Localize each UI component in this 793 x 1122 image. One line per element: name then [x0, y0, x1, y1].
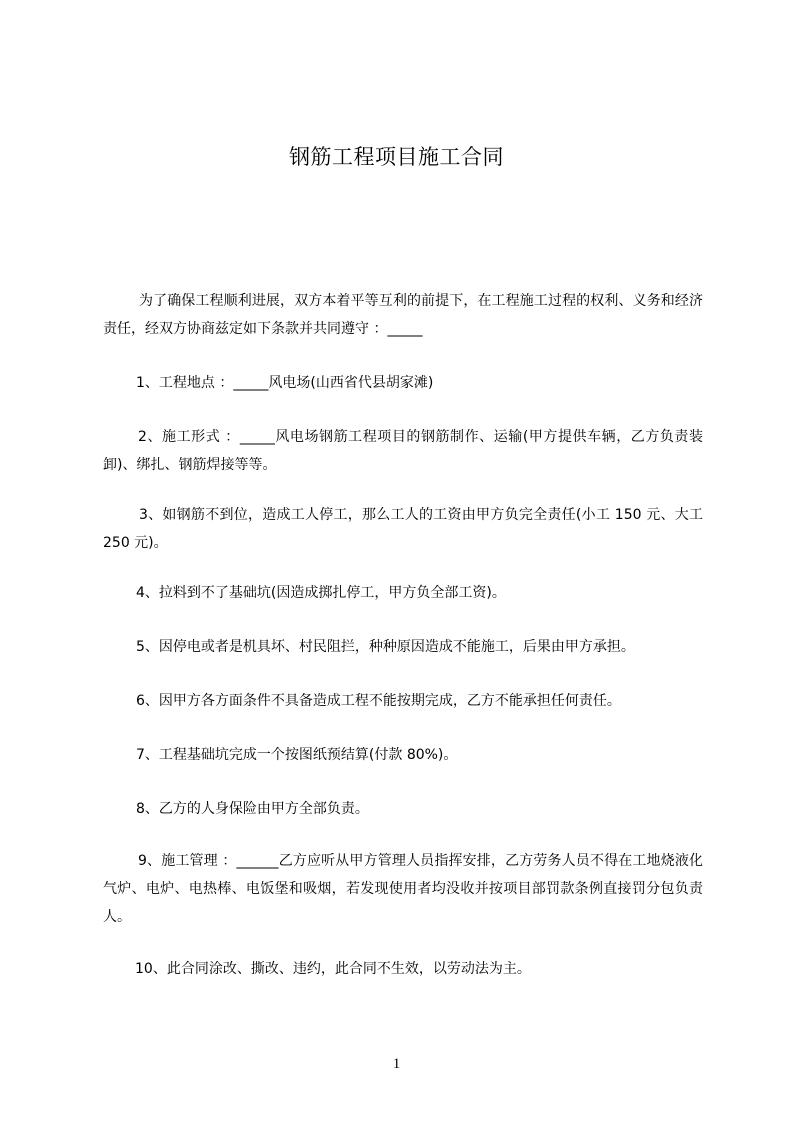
- clause-5: [103, 633, 703, 661]
- clause-text: 10、此合同涂改、撕改、违约，此合同不生效，以劳动法为主。: [135, 961, 531, 977]
- clause-3: [103, 501, 703, 557]
- clause-text: 2、施工形式 ：_____风电场钢筋工程项目的钢筋制作、运输(甲方提供车辆，乙方负责装卸)、绑扎、钢筋焊接等等。: [103, 429, 703, 473]
- clause-text: 4、拉料到不了基础坑(因造成掷扎停工，甲方负全部工资)。: [136, 585, 506, 601]
- clause-text: 1、工程地点 ：_____风电场(山西省代县胡家滩): [136, 375, 434, 391]
- clause-text: 9、施工管理 ：______乙方应听从甲方管理人员指挥安排，乙方劳务人员不得在工地烧液化气炉、电炉、电热棒、电饭堡和吸烟，若发现使用者均没收并按项目部罚款条例直接罚分包负责人。: [103, 853, 703, 925]
- clause-text: 7、工程基础坑完成一个按图纸预结算(付款 80%)。: [136, 747, 458, 763]
- clause-2: [103, 423, 703, 479]
- clause-10: [103, 955, 703, 983]
- clause-6: [103, 687, 703, 715]
- clause-text: 6、因甲方各方面条件不具备造成工程不能按期完成，乙方不能承担任何责任。: [136, 693, 621, 709]
- page-number: 1: [392, 1056, 401, 1072]
- clause-4: [103, 579, 703, 607]
- document-title: 钢筋工程项目施工合同: [289, 145, 504, 169]
- clause-text: 3、如钢筋不到位，造成工人停工，那么工人的工资由甲方负完全责任(小工 150 元、大工 250 元)。: [103, 507, 703, 551]
- clause-9: [103, 847, 703, 931]
- clause-7: [103, 741, 703, 769]
- clause-8: [103, 795, 703, 823]
- clause-1: [103, 369, 703, 397]
- clause-text: 8、乙方的人身保险由甲方全部负责。: [136, 801, 369, 817]
- intro-paragraph: [103, 287, 703, 343]
- clause-text: 5、因停电或者是机具坏、村民阻拦，种种原因造成不能施工，后果由甲方承担。: [136, 639, 635, 655]
- intro-text: 为了确保工程顺利进展，双方本着平等互利的前提下，在工程施工过程的权利、义务和经济责任，经双方协商兹定如下条款并共同遵守 ：_____: [103, 293, 703, 337]
